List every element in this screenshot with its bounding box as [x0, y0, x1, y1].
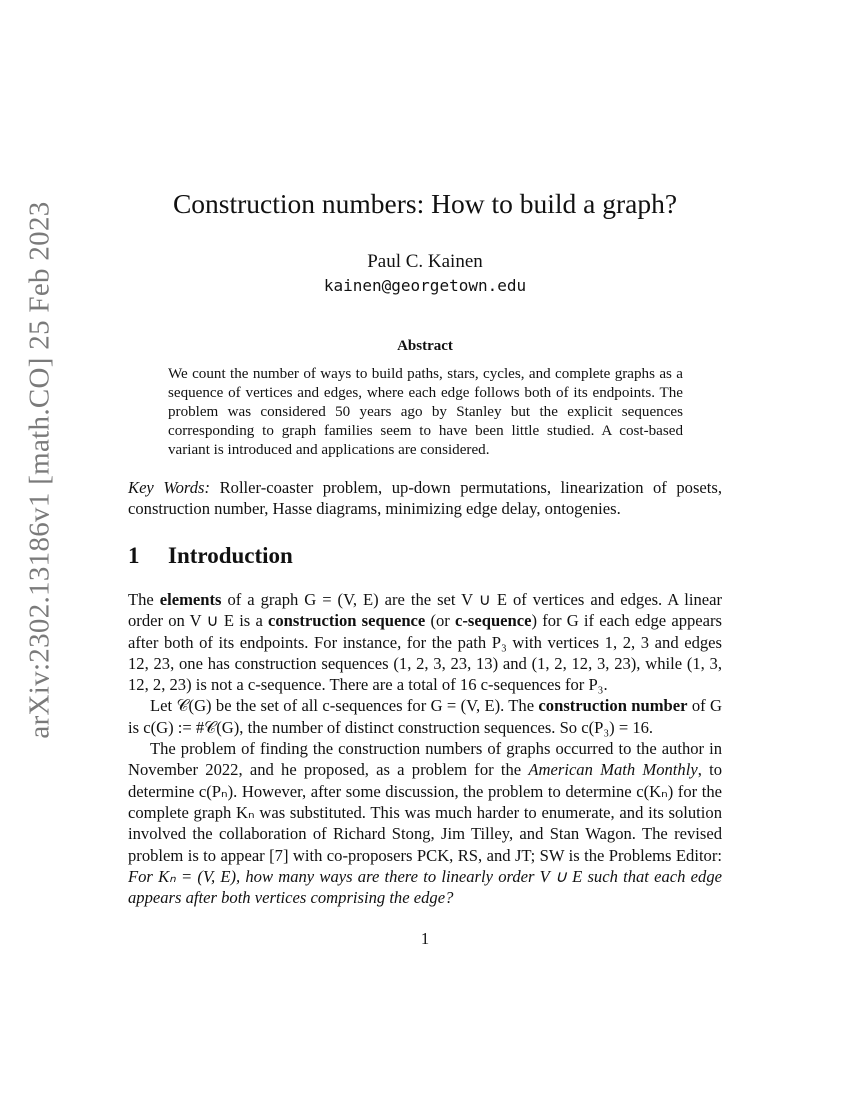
paragraph-1 — [128, 589, 722, 695]
paper-title: Construction numbers: How to build a graph? — [172, 188, 678, 219]
problem-statement: For Kₙ = (V, E), how many ways are there to linearly order V ∪ E such that each edge appears after both vertices comprising the edge? — [128, 866, 722, 908]
section-number: 1 — [128, 543, 140, 568]
text-run: of G is c(G) := #𝒞(G), the number of distinct construction sequences. So c(P₃) = 16. — [128, 696, 722, 737]
key-words-label: Key Words: — [128, 478, 211, 497]
text-run: (or — [425, 611, 456, 631]
section-heading — [128, 543, 293, 569]
term-construction-sequence: construction sequence — [268, 611, 426, 631]
section-title: Introduction — [168, 543, 293, 568]
text-run: Let 𝒞(G) be the set of all c-sequences for G = (V, E). The — [150, 696, 539, 716]
abstract-text: We count the number of ways to build paths, stars, cycles, and complete graphs as a sequence of vertices and edges, where each edge follows both of its endpoints. The problem was considered 50 years ago by Stanley but the explicit sequences corresponding to graph families seem to have been little studied. A cost-based variant is introduced and applications are considered. — [168, 366, 683, 459]
text-run: of a graph G = (V, E) are the set V ∪ E of vertices and edges. A linear order on V ∪ E is a — [128, 590, 723, 631]
paragraph-2 — [128, 695, 722, 738]
text-run: The problem of finding the construction numbers of graphs occurred to the author in November 2022, and he proposed, as a problem for the — [128, 739, 722, 780]
paragraph-3 — [128, 738, 722, 908]
author-name: Paul C. Kainen — [367, 251, 483, 272]
key-words-text: Roller-coaster problem, up-down permutations, linearization of posets, construction number, Hasse diagrams, minimizing edge delay, ontogenies. — [128, 478, 722, 519]
journal-name: American Math Monthly — [528, 760, 698, 780]
author-email: kainen@georgetown.edu — [323, 276, 527, 295]
term-c-sequence: c-sequence — [455, 611, 532, 631]
text-run: , to determine c(Pₙ). However, after some discussion, the problem to determine c(Kₙ) for the complete graph Kₙ was substituted. This was much harder to enumerate, and its solution involved the collaboration of Richard Stong, Jim Tilley, and Stan Wagon. The revised problem is to appear [7] with co-proposers PCK, RS, and JT; SW is the Problems Editor: — [128, 760, 722, 865]
text-run: ) for G if each edge appears after both of its endpoints. For instance, for the path P₃ with vertices 1, 2, 3 and edges 12, 23, one has construction sequences (1, 2, 3, 23, 13) and (1, 2, 12, 3, 23), while (1, 3, 12, 2, 23) is not a c-sequence. There are a total of 16 c-sequences for P₃. — [128, 611, 722, 695]
text-run: The — [128, 590, 160, 609]
term-elements: elements — [159, 590, 222, 609]
key-words — [128, 477, 722, 520]
abstract-heading: Abstract — [397, 338, 453, 354]
arxiv-identifier: arXiv:2302.13186v1 [math.CO] 25 Feb 2023 — [23, 201, 56, 739]
term-construction-number: construction number — [538, 696, 688, 716]
introduction-body — [128, 589, 722, 908]
page-number: 1 — [420, 929, 430, 948]
